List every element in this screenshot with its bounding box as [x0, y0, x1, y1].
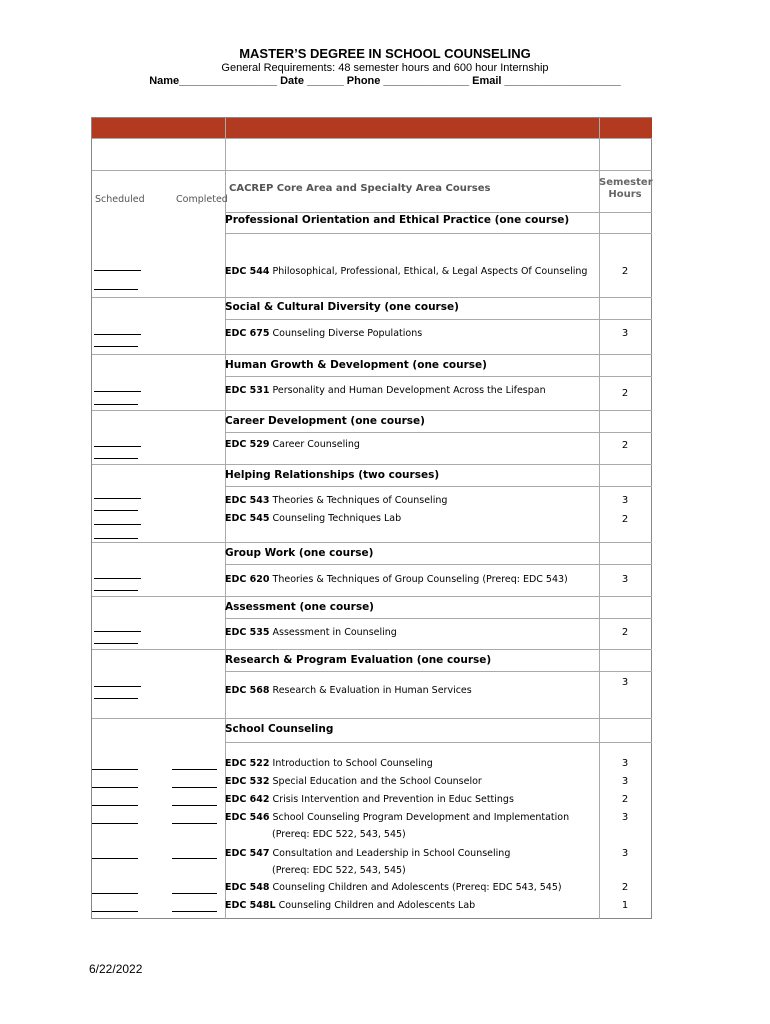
course-hours: 3 [621, 574, 629, 585]
hours-header-line1: Semester [599, 177, 653, 188]
completed-column-header: Completed [176, 194, 228, 205]
course-code: EDC 545 [225, 513, 270, 524]
section-career-development: Career Development (one course) [225, 415, 425, 427]
page-title: MASTER’S DEGREE IN SCHOOL COUNSELING [239, 46, 531, 61]
course-hours: 3 [621, 495, 629, 506]
course-row [225, 266, 587, 277]
row-divider [92, 649, 652, 650]
course-row [225, 385, 546, 396]
course-row [225, 794, 514, 805]
scheduled-blank[interactable] [94, 686, 141, 687]
header-bar-left [92, 118, 225, 138]
completed-blank[interactable] [172, 823, 217, 824]
completed-blank[interactable] [172, 893, 217, 894]
row-divider [92, 354, 652, 355]
scheduled-column-header: Scheduled [95, 194, 145, 205]
course-row [225, 328, 422, 339]
completed-blank[interactable] [172, 805, 217, 806]
scheduled-blank[interactable] [92, 823, 138, 824]
row-divider [225, 212, 652, 213]
course-hours: 2 [621, 266, 629, 277]
course-title: Theories & Techniques of Group Counseling (Prereq: EDC 543) [272, 574, 568, 585]
row-divider [92, 464, 652, 465]
course-row [225, 574, 568, 585]
course-row [225, 685, 472, 696]
course-code: EDC 531 [225, 385, 270, 396]
row-divider [92, 170, 652, 171]
course-code: EDC 546 [225, 812, 270, 823]
student-info-fields[interactable]: Name________________ Date ______ Phone ______________ Email ___________________ [149, 75, 621, 87]
row-divider [92, 297, 652, 298]
course-title: Counseling Children and Adolescents Lab [278, 900, 476, 911]
course-title: Counseling Techniques Lab [272, 513, 402, 524]
scheduled-blank[interactable] [92, 858, 138, 859]
course-title: Introduction to School Counseling [272, 758, 433, 769]
completed-blank[interactable] [94, 289, 138, 290]
completed-blank[interactable] [172, 911, 217, 912]
course-title: Philosophical, Professional, Ethical, & Legal Aspects Of Counseling [272, 266, 588, 277]
scheduled-blank[interactable] [92, 769, 138, 770]
completed-blank[interactable] [172, 858, 217, 859]
course-code: EDC 543 [225, 495, 270, 506]
row-divider [92, 718, 652, 719]
completed-blank[interactable] [94, 643, 138, 644]
hours-column-header [599, 177, 651, 201]
course-hours: 2 [621, 882, 629, 893]
course-title: Crisis Intervention and Prevention in Educ Settings [272, 794, 514, 805]
course-hours: 2 [621, 794, 629, 805]
scheduled-blank[interactable] [94, 446, 141, 447]
course-code: EDC 548L [225, 900, 276, 911]
course-prereq: (Prereq: EDC 522, 543, 545) [272, 865, 406, 876]
course-code: EDC 535 [225, 627, 270, 638]
completed-blank[interactable] [94, 510, 138, 511]
course-row [225, 627, 397, 638]
course-row [225, 495, 447, 506]
course-hours: 3 [621, 812, 629, 823]
course-prereq: (Prereq: EDC 522, 543, 545) [272, 829, 406, 840]
course-hours: 2 [621, 388, 629, 399]
row-divider [225, 376, 652, 377]
course-hours: 1 [621, 900, 629, 911]
hours-header-line2: Hours [608, 189, 642, 200]
course-title: Consultation and Leadership in School Counseling [272, 848, 511, 859]
course-title: School Counseling Program Development and Implementation [272, 812, 570, 823]
course-code: EDC 620 [225, 574, 270, 585]
scheduled-blank[interactable] [94, 270, 141, 271]
section-research-evaluation: Research & Program Evaluation (one course) [225, 654, 492, 666]
completed-blank[interactable] [94, 538, 138, 539]
row-divider [225, 486, 652, 487]
course-row [225, 776, 482, 787]
scheduled-blank[interactable] [94, 524, 141, 525]
completed-blank[interactable] [94, 404, 138, 405]
course-row [225, 758, 433, 769]
completed-blank[interactable] [94, 590, 138, 591]
course-code: EDC 675 [225, 328, 270, 339]
course-row [225, 882, 562, 893]
course-row [225, 848, 510, 859]
course-title: Special Education and the School Counselor [272, 776, 482, 787]
row-divider [225, 618, 652, 619]
row-divider [92, 410, 652, 411]
row-divider [225, 432, 652, 433]
course-code: EDC 568 [225, 685, 270, 696]
scheduled-blank[interactable] [92, 893, 138, 894]
section-group-work: Group Work (one course) [225, 547, 374, 559]
scheduled-blank[interactable] [94, 391, 141, 392]
section-social-cultural: Social & Cultural Diversity (one course) [225, 301, 459, 313]
course-code: EDC 532 [225, 776, 270, 787]
header-bar-right [600, 118, 652, 138]
course-hours: 3 [621, 758, 629, 769]
course-code: EDC 529 [225, 439, 270, 450]
header-bar-middle [226, 118, 599, 138]
row-divider [92, 138, 652, 139]
row-divider [225, 233, 652, 234]
row-divider [225, 319, 652, 320]
course-row [225, 513, 401, 524]
course-hours: 3 [621, 677, 629, 688]
general-requirements: General Requirements: 48 semester hours and 600 hour Internship [221, 62, 549, 74]
revision-date: 6/22/2022 [89, 962, 143, 976]
course-row [225, 900, 475, 911]
course-hours: 2 [621, 627, 629, 638]
row-divider [92, 596, 652, 597]
scheduled-blank[interactable] [94, 498, 141, 499]
completed-blank[interactable] [172, 769, 217, 770]
scheduled-blank[interactable] [92, 787, 138, 788]
row-divider [225, 564, 652, 565]
section-helping-relationships: Helping Relationships (two courses) [225, 469, 440, 481]
course-title: Assessment in Counseling [272, 627, 397, 638]
row-divider [225, 742, 652, 743]
completed-blank[interactable] [94, 698, 138, 699]
course-code: EDC 522 [225, 758, 270, 769]
course-hours: 2 [621, 440, 629, 451]
scheduled-blank[interactable] [94, 631, 141, 632]
course-hours: 2 [621, 514, 629, 525]
course-row [225, 812, 569, 823]
course-code: EDC 544 [225, 266, 270, 277]
section-school-counseling: School Counseling [225, 723, 334, 735]
course-title: Counseling Children and Adolescents (Prereq: EDC 543, 545) [272, 882, 562, 893]
course-title: Research & Evaluation in Human Services [272, 685, 472, 696]
scheduled-blank[interactable] [92, 805, 138, 806]
row-divider [225, 671, 652, 672]
completed-blank[interactable] [94, 458, 138, 459]
section-human-growth: Human Growth & Development (one course) [225, 359, 487, 371]
course-row [225, 439, 360, 450]
scheduled-blank[interactable] [94, 578, 141, 579]
row-divider [92, 542, 652, 543]
course-code: EDC 548 [225, 882, 270, 893]
scheduled-blank[interactable] [92, 911, 138, 912]
courses-column-header: CACREP Core Area and Specialty Area Courses [229, 183, 491, 194]
course-code: EDC 642 [225, 794, 270, 805]
course-hours: 3 [621, 848, 629, 859]
completed-blank[interactable] [94, 346, 138, 347]
course-hours: 3 [621, 328, 629, 339]
section-assessment: Assessment (one course) [225, 601, 374, 613]
course-title: Personality and Human Development Across the Lifespan [272, 385, 546, 396]
course-code: EDC 547 [225, 848, 270, 859]
course-hours: 3 [621, 776, 629, 787]
course-title: Career Counseling [272, 439, 360, 450]
course-title: Theories & Techniques of Counseling [272, 495, 448, 506]
section-professional-orientation: Professional Orientation and Ethical Practice (one course) [225, 214, 570, 226]
completed-blank[interactable] [172, 787, 217, 788]
course-title: Counseling Diverse Populations [272, 328, 423, 339]
scheduled-blank[interactable] [94, 334, 141, 335]
